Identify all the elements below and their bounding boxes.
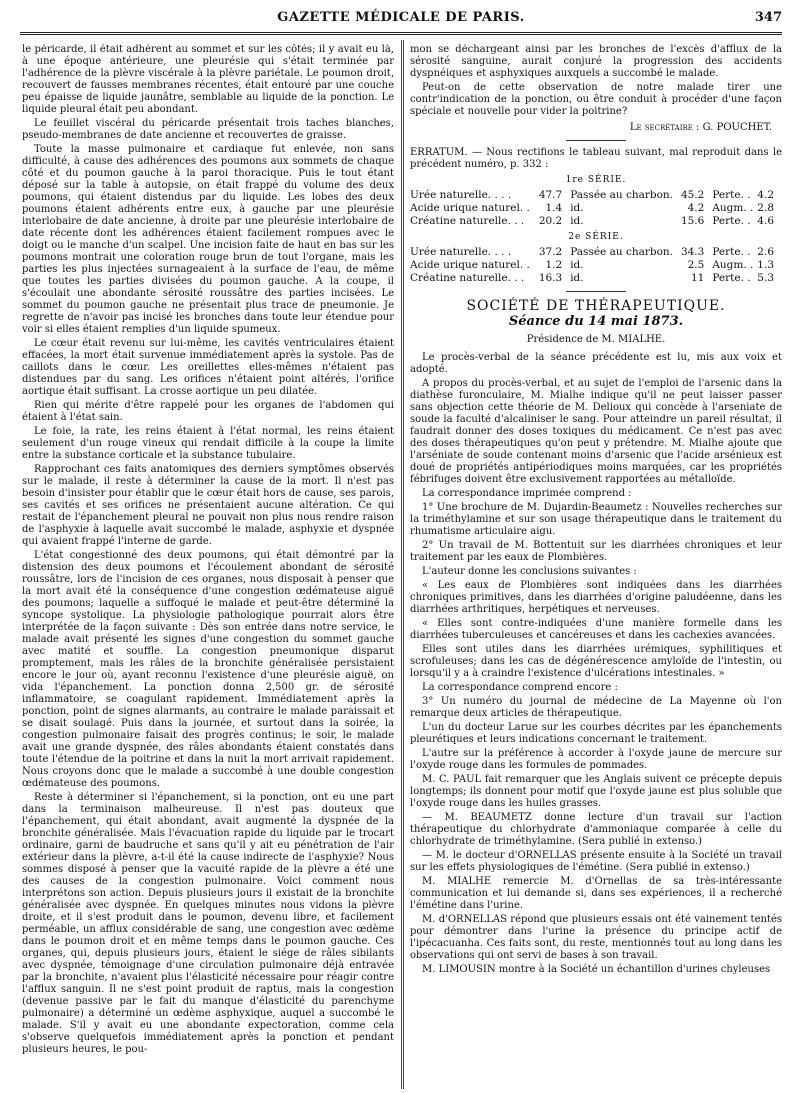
series-label: 2e SÉRIE. bbox=[568, 232, 624, 242]
paragraph: L'un du docteur Larue sur les courbes décrites par les épanchements pleurétiques et leurs indications concernant le traitement. bbox=[410, 722, 782, 745]
cell-treatment: Passée au charbon. bbox=[570, 189, 674, 201]
cell-natural: 20.2 bbox=[538, 215, 563, 227]
cell-change: Perte. . bbox=[712, 272, 751, 284]
section-rule bbox=[566, 291, 626, 292]
header-rule bbox=[20, 32, 782, 35]
table-row bbox=[410, 189, 782, 202]
paragraph: « Elles sont contre-indiquées d'une manière formelle dans les diarrhées tuberculeuses et cancéreuses et dans les cachexies avancées. bbox=[410, 618, 782, 641]
paragraph: — M. le docteur d'ORNELLAS présente ensuite à la Société un travail sur les effets physiologiques de l'émétine. (Sera publié in extenso.) bbox=[410, 850, 782, 873]
cell-substance: Urée naturelle. . . . bbox=[410, 246, 512, 258]
cell-substance: Urée naturelle. . . . bbox=[410, 189, 512, 201]
cell-natural: 47.7 bbox=[538, 189, 563, 201]
cell-delta: 4.6 bbox=[757, 215, 774, 227]
cell-delta: 4.2 bbox=[757, 189, 774, 201]
cell-natural: 1.4 bbox=[545, 202, 563, 214]
cell-substance: Créatine naturelle. . . bbox=[410, 272, 525, 284]
right-column bbox=[410, 44, 782, 1089]
paragraph: Rien qui mérite d'être rappelé pour les organes de l'abdomen qui étaient à l'état sain. bbox=[22, 400, 394, 423]
paragraph: « Les eaux de Plombières sont indiquées dans les diarrhées chroniques primitives, dans les diarrhées d'origine paludéenne, dans les diarrhées arthritiques, herpétiques et nerveuses. bbox=[410, 580, 782, 615]
paragraph: Le foie, la rate, les reins étaient à l'état normal, les reins étaient seulement d'un rouge vineux qui rendait difficile à la coupe la limite entre la substance corticale et la substance tubulaire. bbox=[22, 426, 394, 461]
series-table bbox=[410, 189, 782, 228]
cell-substance: Créatine naturelle. . . bbox=[410, 215, 525, 227]
cell-natural: 37.2 bbox=[538, 246, 563, 258]
cell-natural: 16.3 bbox=[538, 272, 563, 284]
paragraph: L'autre sur la préférence à accorder à l'oxyde jaune de mercure sur l'oxyde rouge dans les formules de pommades. bbox=[410, 748, 782, 771]
cell-change: Perte. . bbox=[712, 246, 751, 258]
cell-substance: Acide urique naturel. . bbox=[410, 202, 530, 214]
cell-change: Perte. . bbox=[712, 189, 751, 201]
table-row bbox=[410, 202, 782, 215]
session-title: Séance du 14 mai 1873. bbox=[508, 314, 684, 329]
table-row bbox=[410, 215, 782, 228]
page-header bbox=[20, 10, 782, 30]
erratum bbox=[410, 147, 782, 171]
page-number: 347 bbox=[754, 10, 782, 25]
society-title: SOCIÉTÉ DE THÉRAPEUTIQUE. bbox=[466, 298, 726, 314]
table-row bbox=[410, 272, 782, 285]
paragraph: Rapprochant ces faits anatomiques des derniers symptômes observés sur le malade, il reste à déterminer la cause de la mort. Il n'est pas besoin d'insister pour établir que le cœur était hors de cause, ses parois, ses cavités et ses orifices ne présentaient aucune altération. Ce qui restait de l'épanchement pleural ne pouvait non plus nous rendre raison de l'asphyxie à laquelle avait succombé le malade, asphyxie et dyspnée qui avaient frappé l'interne de garde. bbox=[22, 464, 394, 547]
table-row bbox=[410, 246, 782, 259]
running-title: GAZETTE MÉDICALE DE PARIS. bbox=[277, 10, 525, 25]
section-rule bbox=[566, 140, 626, 141]
paragraph: M. d'ORNELLAS répond que plusieurs essais ont été vainement tentés pour démontrer dans l'urine la présence du principe actif de l'ipécacuanha. Ces faits sont, du reste, mentionnés tout au long dans les observations qui ont servi de bases à son travail. bbox=[410, 914, 782, 961]
paragraph: M. C. PAUL fait remarquer que les Anglais suivent ce précepte depuis longtemps; ils donnent pour motif que l'oxyde jaune est plus soluble que l'oxyde rouge dans les huiles grasses. bbox=[410, 774, 782, 809]
paragraph: mon se déchargeant ainsi par les bronches de l'excès d'afflux de la sérosité sanguine, aurait conjuré la progression des accidents dyspnéiques et asphyxiques auxquels a succombé le malade. bbox=[410, 44, 782, 79]
erratum-label: ERRATUM. bbox=[410, 147, 468, 158]
secretary-signature: Le secrétaire : G. POUCHET. bbox=[629, 122, 772, 133]
cell-delta: 2.8 bbox=[757, 202, 774, 214]
cell-treatment: id. bbox=[570, 259, 584, 271]
cell-after: 4.2 bbox=[687, 202, 705, 214]
cell-change: Augm. . bbox=[712, 202, 754, 214]
cell-after: 15.6 bbox=[680, 215, 705, 227]
paragraph: 2° Un travail de M. Bottentuit sur les diarrhées chroniques et leur traitement par les eaux de Plombières. bbox=[410, 540, 782, 563]
paragraph: — M. BEAUMETZ donne lecture d'un travail sur l'action thérapeutique du chlorhydrate d'ammoniaque comparée à celle du chlorhydrate de triméthylamine. (Sera publié in extenso.) bbox=[410, 812, 782, 847]
series-table bbox=[410, 246, 782, 285]
erratum-text: — Nous rectifions le tableau suivant, mal reproduit dans le précédent numéro, p. 332 : bbox=[410, 147, 782, 170]
cell-treatment: Passée au charbon. bbox=[570, 246, 674, 258]
paragraph: Elles sont utiles dans les diarrhées urémiques, syphilitiques et scrofuleuses; dans les cas de dégénérescence amyloïde de l'intestin, ou lorsqu'il y a à craindre l'existence d'ulcérations intestinales. » bbox=[410, 644, 782, 679]
cell-treatment: id. bbox=[570, 272, 584, 284]
series-label: 1re SÉRIE. bbox=[565, 175, 627, 185]
cell-substance: Acide urique naturel. . bbox=[410, 259, 530, 271]
paragraph: M. MIALHE remercie M. d'Ornellas de sa très-intéressante communication et lui demande si, dans ses expériences, il a recherché l'émétine dans l'urine. bbox=[410, 876, 782, 911]
paragraph: Toute la masse pulmonaire et cardiaque fut enlevée, non sans difficulté, à cause des adhérences des poumons aux sommets de chaque côté et du poumon gauche à la paroi thoracique. Puis le tout étant déposé sur la table à autopsie, on était frappé du volume des deux poumons, qui étaient distendus par du liquide. Les lobes des deux poumons étaient adhérents entre eux, à gauche par une pleurésie interlobaire de date ancienne, à droite par une pleurésie interlobaire de date récente dont les adhérences étaient facilement rompues avec le doigt ou le manche d'un scalpel. Une incision faite de haut en bas sur les poumons montrait une coloration rouge brun de tout l'organe, mais les parties les plus injectées surnageaient à la surface de l'eau, de même que toutes les parties divisées du poumon gauche. A la coupe, il s'écoulait une abondante sérosité roussâtre des parties incisées. Le sommet du poumon gauche ne présentait plus trace de pneumonie. Je regrette de n'avoir pas incisé les bronches dans toute leur étendue pour voir si elles étaient remplies d'un liquide spumeux. bbox=[22, 144, 394, 335]
presidence: Présidence de M. MIALHE. bbox=[526, 334, 666, 345]
paragraph: Peut-on de cette observation de notre malade tirer une contr'indication de la ponction, ou être conduit à procéder d'une façon spéciale et nouvelle pour vider la poitrine? bbox=[410, 82, 782, 117]
paragraph: L'état congestionné des deux poumons, qui était démontré par la distension des deux poumons et l'écoulement abondant de sérosité roussâtre, lors de l'incision de ces organes, nous disposait à penser que la mort avait été la conséquence d'une congestion œdémateuse aiguë des poumons; laquelle a suffoqué le malade et peut-être déterminé la syncope systolique. La physiologie pathologique pourrait alors être interprétée de la façon suivante : Dès son entrée dans notre service, le malade avait présenté les signes d'une congestion du sommet gauche avec matité et souffle. La congestion pneumonique disparut promptement, mais les râles de la bronchite généralisée persistaient encore le jour où, ayant reconnu l'existence d'une pleurésie aiguë, on vida l'épanchement. La ponction donna 2,500 gr. de sérosité inflammatoire, se coagulant rapidement. Immédiatement après la ponction, point de signes alarmants, au contraire le malade paraissait et se disait soulagé. Puis dans la journée, et surtout dans la soirée, la congestion pulmonaire faisait des progrès continus; le soir, le malade avait une grande dyspnée, des râles abondants étaient constatés dans toute l'étendue de la poitrine et dans la nuit la mort arrivait rapidement. Nous croyons donc que le malade a succombé à une double congestion œdémateuse des poumons. bbox=[22, 550, 394, 789]
paragraph: Le feuillet viscéral du péricarde présentait trois taches blanches, pseudo-membranes de date ancienne et recouvertes de graisse. bbox=[22, 118, 394, 141]
paragraph: La correspondance imprimée comprend : bbox=[422, 488, 632, 499]
paragraph: La correspondance comprend encore : bbox=[422, 682, 618, 693]
paragraph: Reste à déterminer si l'épanchement, si la ponction, ont eu une part dans la terminaison malheureuse. Il n'est pas douteux que l'épanchement, qui était abondant, avait augmenté la dyspnée de la bronchite généralisée. Mais l'évacuation rapide du liquide par le trocart ordinaire, garni de baudruche et sans qu'il y ait eu pénétration de l'air extérieur dans la plèvre, a-t-il été la cause indirecte de l'asphyxie? Nous sommes disposé à penser que la vacuité rapide de la plèvre a été une des causes de la congestion pulmonaire. Voici comment nous interprétons son action. Depuis plusieurs jours il existait de la bronchite généralisée avec dyspnée. En quelques minutes nous vidons la plèvre droite, et il s'est produit dans le poumon, devenu libre, et facilement perméable, un afflux considérable de sang, une congestion avec œdème dans le poumon droit et en même temps dans le poumon gauche. Ces organes, qui, depuis plusieurs jours, étaient le siége de râles sibilants avec dyspnée, témoignage d'une circulation pulmonaire déjà entravée par la bronchite, n'avaient plus l'élasticité nécessaire pour réagir contre l'afflux sanguin. Il ne s'est point produit de raptus, mais la congestion (devenue passive par le fait du manque d'élasticité du parenchyme pulmonaire) a déterminé un œdème asphyxique, auquel a succombé le malade. S'il y avait eu une abondante expectoration, comme cela s'observe quelquefois immédiatement après la ponction et pendant plusieurs heures, le pou- bbox=[22, 792, 394, 1055]
left-column bbox=[22, 44, 394, 1089]
cell-after: 34.3 bbox=[680, 246, 705, 258]
table-row bbox=[410, 259, 782, 272]
cell-change: Augm. . bbox=[712, 259, 754, 271]
paragraph: Le procès-verbal de la séance précédente est lu, mis aux voix et adopté. bbox=[410, 352, 782, 375]
cell-delta: 1.3 bbox=[757, 259, 774, 271]
cell-after: 11 bbox=[690, 272, 705, 284]
cell-treatment: id. bbox=[570, 202, 584, 214]
cell-treatment: id. bbox=[570, 215, 584, 227]
cell-after: 2.5 bbox=[687, 259, 705, 271]
cell-delta: 5.3 bbox=[757, 272, 774, 284]
paragraph: L'auteur donne les conclusions suivantes : bbox=[422, 566, 637, 577]
paragraph: 3° Un numéro du journal de médecine de La Mayenne où l'on remarque deux articles de thérapeutique. bbox=[410, 696, 782, 719]
cell-natural: 1.2 bbox=[545, 259, 563, 271]
paragraph: le péricarde, il était adhérent au sommet et sur les côtés; il y avait eu là, à une époque antérieure, une pleurésie qui s'était terminée par l'adhérence de la plèvre viscérale à la plèvre pariétale. Le poumon droit, recouvert de fausses membranes récentes, était entouré par une couche peu épaisse de liquide jaunâtre, semblable au liquide de la ponction. Le liquide pleural était peu abondant. bbox=[22, 44, 394, 115]
cell-after: 45.2 bbox=[680, 189, 705, 201]
paragraph: M. LIMOUSIN montre à la Société un échantillon d'urines chyleuses bbox=[422, 964, 771, 975]
paragraph: 1° Une brochure de M. Dujardin-Beaumetz : Nouvelles recherches sur la triméthylamine et sur son usage thérapeutique dans le traitement du rhumatisme articulaire aigu. bbox=[410, 502, 782, 537]
paragraph: A propos du procès-verbal, et au sujet de l'emploi de l'arsenic dans la diathèse furonculaire, M. Mialhe indique qu'il ne peut laisser passer sans objection cette théorie de M. Delioux qui concède à l'arseniate de soude la faculté d'alcaliniser le sang. Pour atteindre un pareil résultat, il faudrait donner des doses toxiques du médicament. Ce n'est pas avec des doses thérapeutiques qu'on peut y prétendre. M. Mialhe ajoute que l'arséniate de soude contenant moins d'arsenic que l'acide arsénieux est doué de propriétés antipériodiques moins marquées, car les propriétés fébrifuges doivent être exclusivement rapportées au métalloïde. bbox=[410, 378, 782, 485]
cell-change: Perte. . bbox=[712, 215, 751, 227]
cell-delta: 2.6 bbox=[757, 246, 774, 258]
column-divider bbox=[401, 40, 404, 1089]
paragraph: Le cœur était revenu sur lui-même, les cavités ventriculaires étaient effacées, la mort était survenue immédiatement après la systole. Pas de caillots dans le cœur. Les oreillettes elles-mêmes n'étaient pas distendues par du sang. Les orifices n'étaient point altérés, l'orifice aortique était suffisant. La crosse aortique un peu dilatée. bbox=[22, 338, 394, 397]
